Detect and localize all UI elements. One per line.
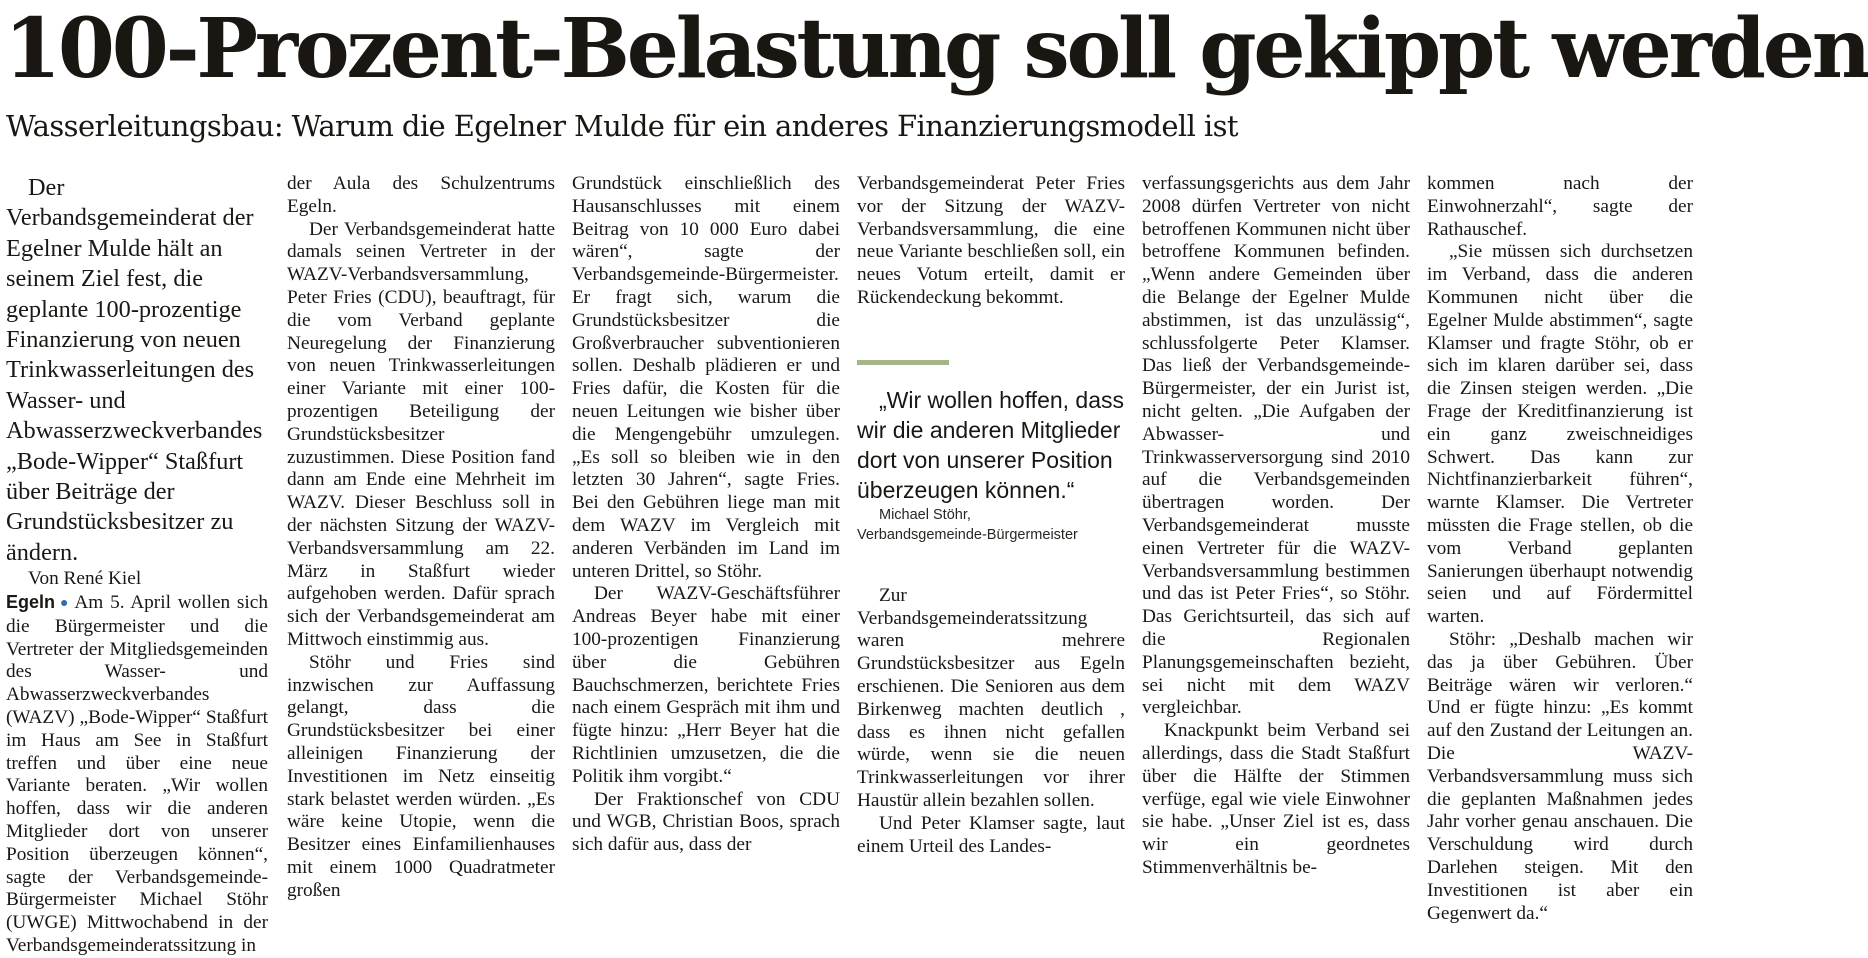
body-paragraph: Grundstück einschließlich des Hausanschlusses mit einem Beitrag von 10 000 Euro dabei wären“, sagte der Verbandsgemeinde-Bürgermeister. Er fragt sich, warum die Grundstücksbesitzer die Großverbraucher subventionieren sollen. Deshalb plädieren er und Fries dafür, die Kosten für die neuen Leitungen wie bisher über die Mengengebühr umzulegen. „Es soll so bleiben wie in den letzten 30 Jahren“, sagte Fries. Bei den Gebühren liege man mit dem WAZV im Vergleich mit anderen Verbänden im Land im unteren Drittel, so Stöhr.	[572, 173, 840, 582]
body-paragraph: Verbandsgemeinderat Peter Fries vor der Sitzung der WAZV-Verbandsversammlung, die eine neue Variante beschließen soll, ein neues Votum erteilt, damit er Rückendeckung bekommt.	[857, 173, 1125, 308]
dateline: Egeln	[6, 592, 56, 613]
body-text: Am 5. April wollen sich die Bürgermeister und die Vertreter der Mitgliedsgemeinden des Wasser- und Abwasserzweckverbandes (WAZV) „Bode-Wipper“ Staßfurt im Haus am See in Staßfurt treffen und über eine neue Variante beraten. „Wir wollen hoffen, dass wir die anderen Mitglieder dort von unserer Position überzeugen können“, sagte der Verbandsgemeinde-Bürgermeister Michael Stöhr (UWGE) Mittwochabend in der Verbandsgemeinderatssitzung in	[6, 592, 268, 957]
body-paragraph: Stöhr: „Deshalb machen wir das ja über Gebühren. Über Beiträge wären wir verloren.“ Und er fügte hinzu: „Es kommt auf den Zustand der Leitungen an. Die WAZV-Verbandsversammlung muss sich die geplanten Maßnahmen jedes Jahr vorher genau anschauen. Die Verschuldung wird durch Darlehen steigen. Mit den Investitionen ist aber ein Gegenwert da.“	[1427, 628, 1693, 924]
body-paragraph: Stöhr und Fries sind inzwischen zur Auffassung gelangt, dass die Grundstücksbesitzer bei einer alleinigen Finanzierung der Investitionen im Netz einseitig stark belastet werden würden. „Es wäre keine Utopie, wenn die Besitzer eines Einfamilienhauses mit einem 1000 Quadratmeter großen	[287, 651, 555, 901]
article-column-4	[857, 173, 1125, 921]
body-paragraph	[6, 591, 268, 958]
article-column-5	[1142, 173, 1410, 921]
pull-quote: „Wir wollen hoffen, dass wir die anderen Mitglieder dort von unserer Position überzeugen können.“	[857, 386, 1125, 503]
article-column-3	[572, 173, 840, 921]
article-column-2	[287, 173, 555, 921]
body-paragraph: Und Peter Klamser sagte, laut einem Urteil des Landes-	[857, 812, 1125, 857]
body-paragraph: verfassungsgerichts aus dem Jahr 2008 dürfen Vertreter von nicht betroffenen Kommunen nicht über betroffene Kommunen befinden. „Wenn andere Gemeinden über die Belange der Egelner Mulde abstimmen, ist das unzulässig“, schlussfolgerte Peter Klamser. Das ließ der Verbandsgemeinde-Bürgermeister, der ein Jurist ist, nicht gelten. „Die Aufgaben der Abwasser- und Trinkwasserversorgung sind 2010 auf die Verbandsgemeinden übertragen worden. Der Verbandsgemeinderat musste einen Vertreter für die WAZV-Verbandsversammlung bestimmen und das ist Peter Fries“, so Stöhr. Das Gerichtsurteil, das sich auf die Regionalen Planungsgemeinschaften bezieht, sei nicht mit dem WAZV vergleichbar.	[1142, 173, 1410, 719]
body-paragraph: Der WAZV-Geschäftsführer Andreas Beyer habe mit einer 100-prozentigen Finanzierung über die Gebühren Bauchschmerzen, berichtete Fries nach einem Gespräch mit ihm und fügte hinzu: „Herr Beyer hat die Richtlinien umzusetzen, die die Politik ihm vorgibt.“	[572, 583, 840, 787]
body-paragraph: der Aula des Schulzentrums Egeln.	[287, 173, 555, 217]
article-column-6	[1427, 173, 1693, 924]
article-headline: 100-Prozent-Belastung soll gekippt werden	[4, 1, 1868, 97]
body-paragraph: Der Verbandsgemeinderat hatte damals seinen Vertreter in der WAZV-Verbandsversammlung, Peter Fries (CDU), beauftragt, für die vom Verband geplante Neuregelung der Finanzierung von neuen Trinkwasserleitungen einer Variante mit einer 100-prozentigen Beteiligung der Grundstücksbesitzer zuzustimmen. Diese Position fand dann am Ende eine Mehrheit im WAZV. Dieser Beschluss soll in der nächsten Sitzung der WAZV-Verbandsversammlung am 22. März in Staßfurt wieder aufgehoben werden. Dafür sprach sich der Verbandsgemeinderat am Mittwoch einstimmig aus.	[287, 218, 555, 650]
pull-quote-rule	[857, 360, 949, 365]
dateline-dot-icon: ●	[58, 596, 71, 612]
body-paragraph: Knackpunkt beim Verband sei allerdings, dass die Stadt Staßfurt über die Hälfte der Stimmen verfüge, egal wie viele Einwohner sie habe. „Unser Ziel ist es, dass wir ein geordnetes Stimmenverhältnis be-	[1142, 720, 1410, 878]
body-paragraph: Der Fraktionschef von CDU und WGB, Christian Boos, sprach sich dafür aus, dass der	[572, 788, 840, 856]
article-subheadline: Wasserleitungsbau: Warum die Egelner Mulde für ein anderes Finanzierungsmodell ist	[6, 109, 1238, 143]
body-paragraph: „Sie müssen sich durchsetzen im Verband, dass die anderen Kommunen nicht über die Egelner Mulde abstimmen“, sagte Klamser und fragte Stöhr, ob er sich im klaren darüber sei, dass die Zinsen steigen werden. „Die Frage der Kreditfinanzierung ist ein ganz zweischneidiges Schwert. Das kann zur Nichtfinanzierbarkeit führen“, warnte Klamser. Die Vertreter müssten die Frage stellen, ob die vom Verband geplanten Sanierungen überhaupt notwendig seien und auf Fördermittel warten.	[1427, 241, 1693, 628]
article-column-1	[6, 173, 268, 957]
byline: Von René Kiel	[28, 568, 142, 590]
pull-quote-name: Michael Stöhr,	[879, 506, 971, 523]
body-paragraph: kommen nach der Einwohnerzahl“, sagte der Rathauschef.	[1427, 173, 1693, 240]
pull-quote-attribution	[857, 505, 1125, 545]
body-paragraph: Zur Verbandsgemeinderatssitzung waren mehrere Grundstücksbesitzer aus Egeln erschienen. Die Senioren aus dem Birkenweg machten deutlich , dass es ihnen nicht gefallen würde, wenn sie die neuen Trinkwasserleitungen vor ihrer Haustür allein bezahlen sollen.	[857, 584, 1125, 811]
article-lead: Der Verbandsgemeinderat der Egelner Mulde hält an seinem Ziel fest, die geplante 100-prozentige Finanzierung von neuen Trinkwasserleitungen des Wasser- und Abwasserzweckverbandes „Bode-Wipper“ Staßfurt über Beiträge der Grundstücksbesitzer zu ändern.	[6, 174, 263, 566]
pull-quote-role: Verbandsgemeinde-Bürgermeister	[857, 526, 1078, 543]
